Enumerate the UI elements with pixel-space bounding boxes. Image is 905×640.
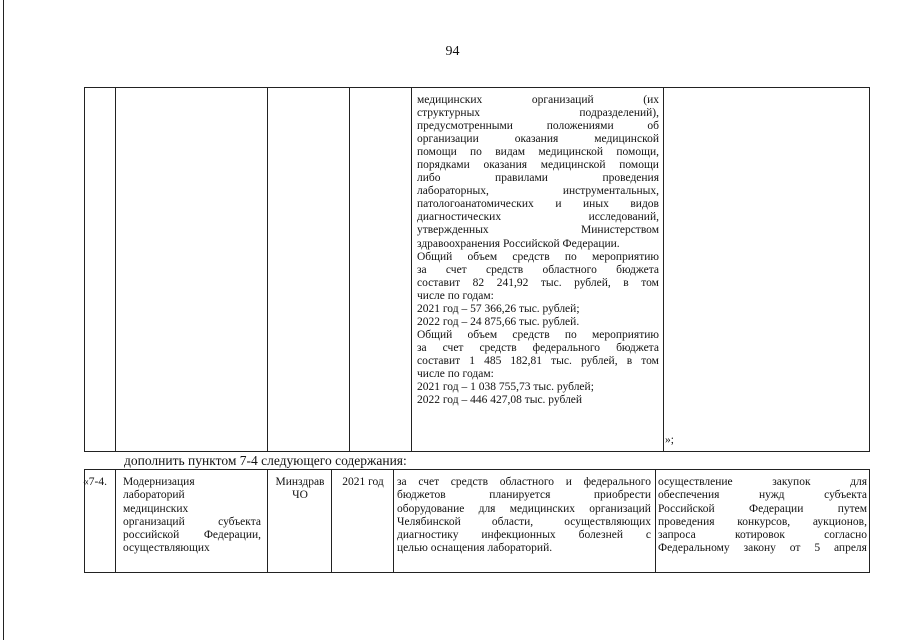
text-line: российской Федерации,	[123, 529, 261, 542]
item-number-cell	[83, 476, 115, 489]
column-divider	[411, 88, 412, 451]
text-line: осуществление закупок для	[658, 476, 867, 488]
text-line: обеспечения нужд субъекта	[658, 489, 867, 502]
text-line: осуществляющих	[123, 542, 210, 555]
closing-quote-mark: »;	[665, 434, 674, 446]
text-line: составит 1 485 182,81 тыс. рублей, в том	[417, 354, 659, 367]
text-line: числе по годам:	[417, 367, 494, 380]
text-line: диагностику инфекционных болезней с	[397, 529, 651, 542]
text-line: целью оснащения лабораторий.	[397, 542, 553, 555]
text-line: организации оказания медицинской	[417, 133, 659, 146]
text-line: числе по годам:	[417, 289, 494, 302]
text-line: Минздрав	[275, 476, 325, 488]
text-line: за счет средств областного и федерального	[397, 476, 651, 488]
amendment-instruction: дополнить пунктом 7-4 следующего содержания:	[124, 453, 407, 468]
column-divider	[115, 88, 116, 451]
text-line: патологоанатомических и иных видов	[417, 198, 659, 211]
text-line: Челябинской области, осуществляющих	[397, 515, 651, 528]
text-line: 2022 год – 446 427,08 тыс. рублей	[417, 394, 583, 407]
item-name-cell	[123, 476, 261, 556]
text-line: организаций субъекта	[123, 515, 261, 528]
page-number: 94	[445, 44, 460, 59]
item-number: «7-4.	[83, 476, 107, 488]
text-line: 2021 год – 1 038 755,73 тыс. рублей;	[417, 381, 594, 394]
text-line: утвержденных Министерством	[417, 224, 659, 237]
text-line: Общий объем средств по мероприятию	[417, 250, 659, 263]
text-line: ЧО	[292, 489, 308, 502]
text-line: здравоохранения Российской Федерации.	[417, 237, 620, 250]
text-line: проведения конкурсов, аукционов,	[658, 515, 867, 528]
period-cell	[333, 476, 393, 489]
description-cell	[397, 476, 651, 556]
text-line: порядками оказания медицинской помощи	[417, 159, 659, 172]
column-divider	[655, 470, 656, 572]
page-left-edge-rule	[3, 0, 4, 640]
text-line: медицинских	[123, 502, 189, 515]
text-line: либо правилами проведения	[417, 172, 659, 185]
result-cell	[658, 476, 867, 556]
new-item-table	[84, 469, 870, 573]
text-line: запроса котировок согласно	[658, 529, 867, 542]
text-line: Российской Федерации путем	[658, 502, 867, 515]
activity-description-cell	[417, 94, 659, 407]
column-divider	[267, 470, 268, 572]
text-line: за счет средств федерального бюджета	[417, 341, 659, 354]
column-divider	[331, 470, 332, 572]
executor-cell	[269, 476, 331, 503]
period-value: 2021 год	[342, 476, 384, 488]
column-divider	[349, 88, 350, 451]
text-line: составит 82 241,92 тыс. рублей, в том	[417, 276, 659, 289]
continuation-table	[84, 87, 870, 452]
text-line: Федеральному закону от 5 апреля	[658, 542, 867, 555]
text-line: помощи по видам медицинской помощи,	[417, 146, 659, 159]
column-divider	[393, 470, 394, 572]
text-line: 2021 год – 57 366,26 тыс. рублей;	[417, 302, 580, 315]
text-line: за счет средств областного бюджета	[417, 263, 659, 276]
text-line: предусмотренными положениями об	[417, 120, 659, 133]
text-line: структурных подразделений),	[417, 107, 659, 120]
text-line: Общий объем средств по мероприятию	[417, 328, 659, 341]
text-line: диагностических исследований,	[417, 211, 659, 224]
text-line: лабораторных, инструментальных,	[417, 185, 659, 198]
text-line: 2022 год – 24 875,66 тыс. рублей.	[417, 315, 580, 328]
text-line: медицинских организаций (их	[417, 94, 659, 106]
column-divider	[267, 88, 268, 451]
text-line: Модернизация	[123, 476, 195, 488]
text-line: бюджетов планируется приобрести	[397, 489, 651, 502]
column-divider	[115, 470, 116, 572]
column-divider	[663, 88, 664, 451]
text-line: оборудование для медицинских организаций	[397, 502, 651, 515]
text-line: лабораторий	[123, 489, 185, 502]
